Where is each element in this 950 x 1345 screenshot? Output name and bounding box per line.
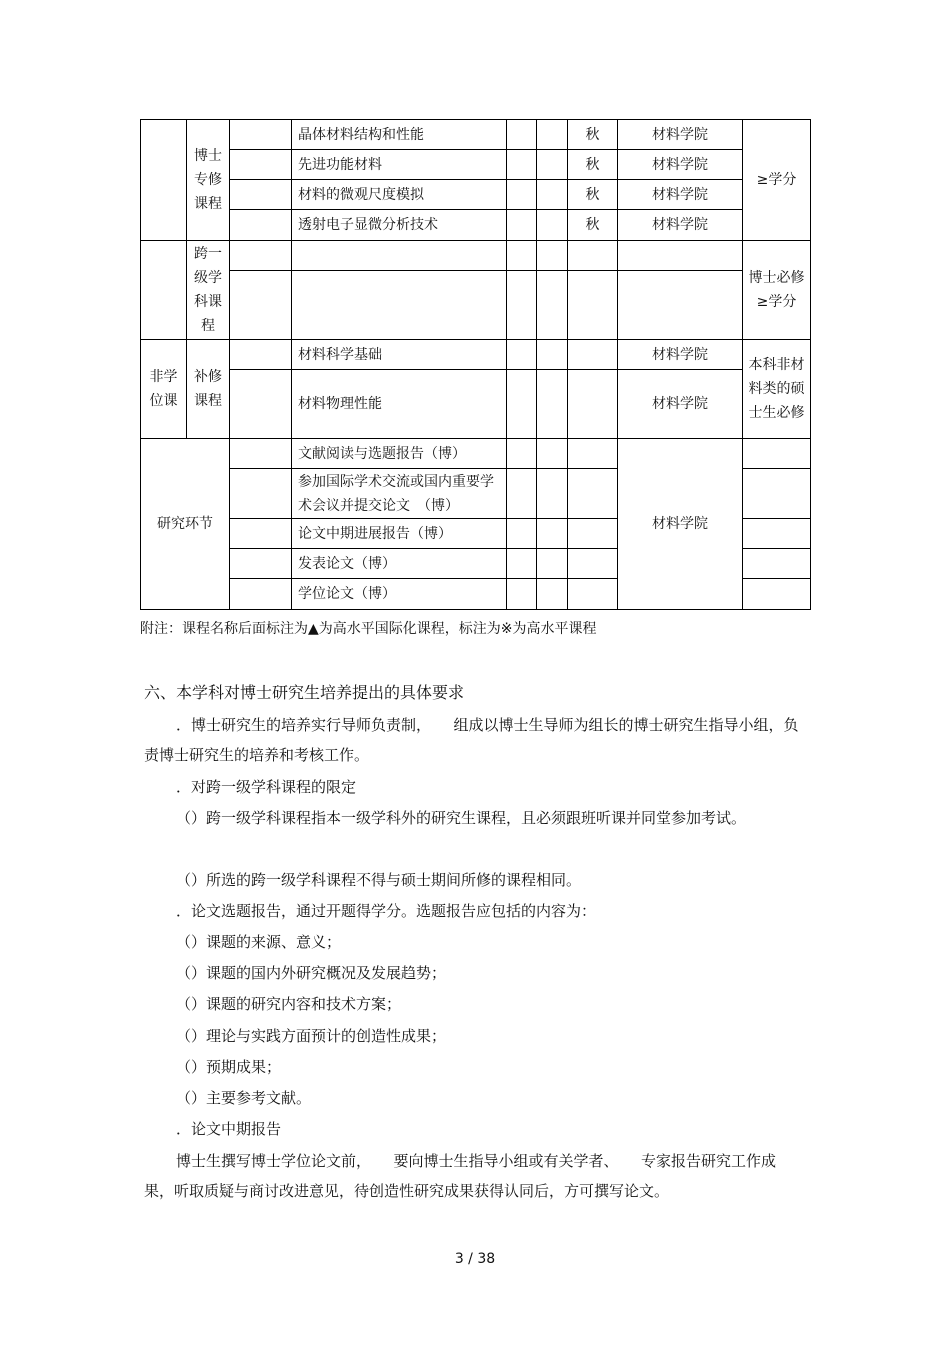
paragraph: （）主要参考文献。: [176, 1089, 312, 1107]
course-name: 文献阅读与选题报告（博）: [292, 439, 507, 469]
credit-cross-discipline: 博士必修≥学分: [743, 241, 811, 340]
page-number: 3 / 38: [454, 1251, 496, 1267]
paragraph: ．博士研究生的培养实行导师负责制， 组成以博士生导师为组长的博士研究生指导小组，负责博士研究生的培养和考核工作。: [144, 716, 799, 764]
paragraph: （）理论与实践方面预计的创造性成果；: [176, 1027, 447, 1045]
course-table: [140, 119, 811, 610]
table-row: [141, 210, 811, 241]
credit-doctor-elective: ≥学分: [743, 120, 811, 241]
paragraph: ．对跨一级学科课程的限定: [176, 778, 357, 796]
credit-makeup: 本科非材料类的硕士生必修: [743, 340, 811, 439]
table-row: [141, 241, 811, 271]
term-cell: 秋: [568, 180, 618, 210]
table-row: [141, 120, 811, 150]
table-footnote: 附注：课程名称后面标注为▲为高水平国际化课程，标注为※为高水平课程: [140, 621, 597, 637]
school-cell: 材料学院: [618, 370, 743, 439]
course-name: 发表论文（博）: [292, 549, 507, 579]
course-name: 论文中期进展报告（博）: [292, 519, 507, 549]
paragraph: （）课题的来源、意义；: [176, 933, 342, 951]
school-cell: 材料学院: [618, 150, 743, 180]
table-row: [141, 439, 811, 469]
term-cell: 秋: [568, 120, 618, 150]
table-row: [141, 150, 811, 180]
course-name: 透射电子显微分析技术: [292, 210, 507, 241]
school-cell: 材料学院: [618, 120, 743, 150]
group-research: 研究环节: [141, 439, 230, 610]
term-cell: 秋: [568, 150, 618, 180]
course-name: 晶体材料结构和性能: [292, 120, 507, 150]
school-cell: 材料学院: [618, 340, 743, 370]
paragraph: （）预期成果；: [176, 1058, 282, 1076]
course-name: 先进功能材料: [292, 150, 507, 180]
paragraph: （）所选的跨一级学科课程不得与硕士期间所修的课程相同。: [176, 871, 582, 889]
paragraph: （）跨一级学科课程指本一级学科外的研究生课程，且必须跟班听课并同堂参加考试。: [176, 809, 747, 827]
category-cell-empty: [141, 120, 187, 241]
paragraph: （）课题的国内外研究概况及发展趋势；: [176, 964, 447, 982]
group-makeup: 补修课程: [187, 340, 230, 439]
school-cell: 材料学院: [618, 180, 743, 210]
group-cross-discipline: 跨一级学科课程: [187, 241, 230, 340]
paragraph: （）课题的研究内容和技术方案；: [176, 995, 402, 1013]
course-code-cell: [230, 120, 292, 150]
school-cell: 材料学院: [618, 210, 743, 241]
paragraph: ．论文中期报告: [176, 1120, 282, 1138]
group-doctor-elective: 博士专修课程: [187, 120, 230, 241]
course-name: 学位论文（博）: [292, 579, 507, 610]
course-name: 材料科学基础: [292, 340, 507, 370]
section-heading: 六、本学科对博士研究生培养提出的具体要求: [144, 683, 465, 702]
table-row: [141, 340, 811, 370]
table-row: [141, 370, 811, 439]
course-name: 参加国际学术交流或国内重要学术会议并提交论文 （博）: [292, 469, 507, 519]
course-name: 材料物理性能: [292, 370, 507, 439]
paragraph: ．论文选题报告，通过开题得学分。选题报告应包括的内容为：: [176, 902, 597, 920]
term-cell: 秋: [568, 210, 618, 241]
course-name: 材料的微观尺度模拟: [292, 180, 507, 210]
paragraph: 博士生撰写博士学位论文前， 要向博士生指导小组或有关学者、 专家报告研究工作成果，听取质疑与商讨改进意见，待创造性研究成果获得认同后，方可撰写论文。: [144, 1152, 777, 1200]
table-row: [141, 180, 811, 210]
table-row: [141, 271, 811, 340]
research-school: 材料学院: [618, 439, 743, 610]
category-nondegree: 非学位课: [141, 340, 187, 439]
